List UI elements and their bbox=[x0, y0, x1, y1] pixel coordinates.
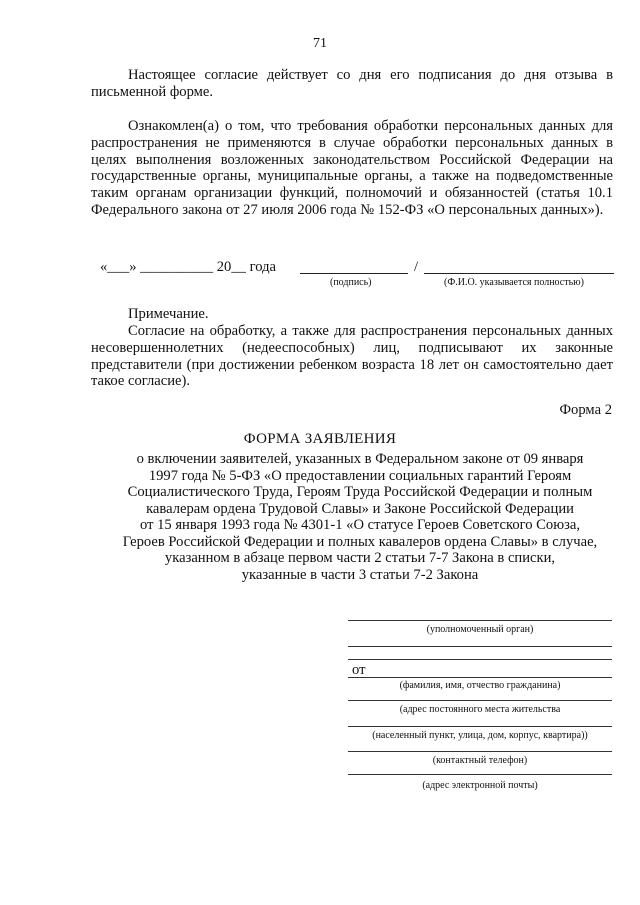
paragraph-validity: Настоящее согласие действует со дня его подписания до дня отзыва в письменной форме. bbox=[91, 67, 613, 100]
signature-row bbox=[100, 259, 620, 293]
applicant-name-line[interactable] bbox=[348, 677, 612, 678]
address-line[interactable] bbox=[348, 700, 612, 701]
subtitle-line: о включении заявителей, указанных в Федеральном законе от 09 января bbox=[136, 451, 584, 467]
phone-caption: (контактный телефон) bbox=[432, 755, 528, 766]
page-number: 71 bbox=[313, 36, 327, 51]
note-text: Согласие на обработку, а также для распространения персональных данных несовершеннолетних (недееспособных) лиц, подписывают их законные представители (при достижении ребенком возраста 18 лет он самостоятельно дает такое согласие). bbox=[91, 323, 613, 390]
authority-line[interactable] bbox=[348, 620, 612, 621]
extra-line[interactable] bbox=[348, 646, 612, 647]
applicant-block bbox=[348, 610, 612, 810]
fio-line bbox=[424, 273, 614, 274]
authority-caption: (уполномоченный орган) bbox=[426, 624, 534, 635]
subtitle-line: от 15 января 1993 года № 4301-1 «О статусе Героев Советского Союза, bbox=[139, 517, 581, 533]
email-caption: (адрес электронной почты) bbox=[422, 780, 538, 791]
form-subtitle bbox=[90, 451, 630, 583]
signature-caption: (подпись) bbox=[330, 277, 372, 288]
subtitle-line: Социалистического Труда, Героям Труда Российской Федерации и полным bbox=[127, 484, 593, 500]
fio-caption: (Ф.И.О. указывается полностью) bbox=[444, 277, 584, 288]
subtitle-line: кавалерам ордена Трудовой Славы» и Законе Российской Федерации bbox=[146, 500, 574, 517]
subtitle-line: указанные в части 3 статьи 7-2 Закона bbox=[241, 566, 479, 583]
paragraph-acknowledgement: Ознакомлен(а) о том, что требования обработки персональных данных для распространения не применяются в случае обработки персональных данных в целях выполнения возложенных законодательством Российской Федерации на государственные органы, муниципальные органы, а также на подведомственные таким органам организации функций, полномочий и обязанностей (статья 10.1 Федерального закона от 27 июля 2006 года № 152-ФЗ «О персональных данных»). bbox=[91, 118, 613, 218]
address-caption: (адрес постоянного места жительства bbox=[399, 704, 561, 715]
subtitle-line: 1997 года № 5-ФЗ «О предоставлении социальных гарантий Героям bbox=[148, 467, 572, 484]
signature-line bbox=[300, 273, 408, 274]
subtitle-line: указанном в абзаце первом части 2 статьи 7-7 Закона в списки, bbox=[164, 550, 556, 566]
note-heading: Примечание. bbox=[128, 306, 209, 322]
address-detail-line[interactable] bbox=[348, 726, 612, 727]
from-label: от bbox=[352, 662, 366, 678]
extra-line[interactable] bbox=[348, 659, 612, 660]
form-label: Форма 2 bbox=[559, 402, 612, 418]
date-placeholder: «___» __________ 20__ года bbox=[100, 259, 276, 275]
form-title: ФОРМА ЗАЯВЛЕНИЯ bbox=[243, 431, 397, 447]
signature-separator: / bbox=[414, 259, 419, 275]
phone-line[interactable] bbox=[348, 751, 612, 752]
subtitle-line: Героев Российской Федерации и полных кавалеров ордена Славы» в случае, bbox=[122, 533, 598, 550]
email-line[interactable] bbox=[348, 774, 612, 775]
name-caption: (фамилия, имя, отчество гражданина) bbox=[399, 680, 561, 691]
address-detail-caption: (населенный пункт, улица, дом, корпус, квартира)) bbox=[372, 730, 588, 741]
